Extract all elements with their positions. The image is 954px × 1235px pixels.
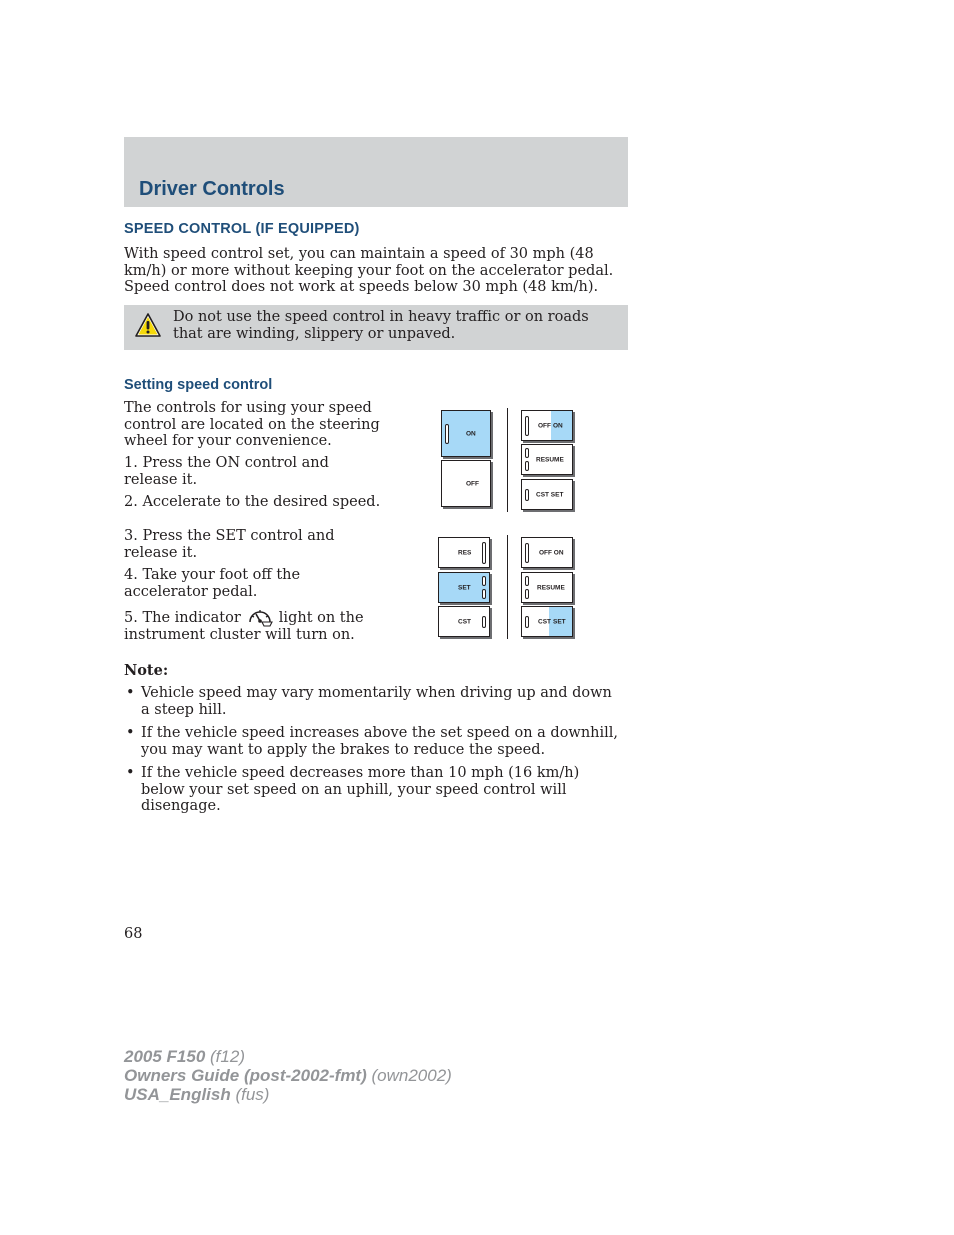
step-4: 4. Take your foot off the accelerator pedal. bbox=[124, 567, 301, 600]
intro-paragraph: With speed control set, you can maintain a speed of 30 mph (48 km/h) or more without keeping your foot on the accelerator pedal. Speed control does not work at speeds below 30 mph (48 km/h). bbox=[124, 246, 614, 295]
off-on-button[interactable] bbox=[521, 410, 573, 441]
set-label: SET bbox=[458, 584, 471, 591]
button-ridge bbox=[525, 489, 529, 501]
step-5-text-before: 5. The indicator bbox=[124, 610, 241, 626]
page-number: 68 bbox=[124, 926, 143, 942]
button-ridge bbox=[482, 616, 486, 628]
step-5 bbox=[124, 607, 382, 644]
footer-line-1 bbox=[124, 1047, 452, 1066]
footer-language-code: (fus) bbox=[230, 1085, 270, 1104]
warning-triangle-icon bbox=[134, 312, 162, 338]
button-ridge bbox=[525, 461, 529, 471]
button-ridge bbox=[525, 448, 529, 458]
resume-label: RESUME bbox=[537, 584, 565, 591]
button-ridge bbox=[482, 589, 486, 599]
button-ridge bbox=[482, 542, 486, 564]
cst-set-set-label: SET bbox=[553, 618, 566, 625]
warning-text: Do not use the speed control in heavy traffic or on roads that are winding, slippery or unpaved. bbox=[173, 309, 589, 342]
button-ridge bbox=[525, 416, 529, 436]
cst-button[interactable] bbox=[438, 606, 490, 637]
footer-language: USA_English bbox=[124, 1085, 231, 1104]
column-divider bbox=[507, 408, 508, 512]
button-ridge bbox=[525, 616, 529, 628]
resume-button[interactable] bbox=[521, 572, 573, 603]
cst-set-button[interactable] bbox=[521, 606, 573, 637]
off-on-label: OFF ON bbox=[539, 549, 564, 556]
footer bbox=[124, 1047, 452, 1104]
resume-label: RESUME bbox=[536, 456, 564, 463]
footer-line-3 bbox=[124, 1085, 452, 1104]
on-button[interactable] bbox=[441, 410, 491, 457]
footer-line-2 bbox=[124, 1066, 452, 1085]
column-divider bbox=[507, 535, 508, 639]
note-list bbox=[124, 685, 624, 822]
button-ridge bbox=[445, 424, 449, 444]
footer-model-code: (f12) bbox=[205, 1047, 245, 1066]
button-ridge bbox=[525, 543, 529, 563]
button-ridge bbox=[525, 589, 529, 599]
cst-set-label: CST SET bbox=[536, 491, 564, 498]
cst-set-cst-label: CST bbox=[538, 618, 551, 625]
off-button[interactable] bbox=[441, 460, 491, 507]
cst-label: CST bbox=[458, 618, 471, 625]
list-item: • If the vehicle speed increases above the set speed on a downhill, you may want to apply the brakes to reduce the speed. bbox=[124, 725, 624, 758]
step-5-text-after: light on the instrument cluster will turn on. bbox=[124, 610, 364, 643]
section-title: SPEED CONTROL (IF EQUIPPED) bbox=[124, 221, 360, 237]
setting-intro: The controls for using your speed control are located on the steering wheel for your convenience. bbox=[124, 400, 380, 449]
step-3: 3. Press the SET control and release it. bbox=[124, 528, 335, 561]
header-band bbox=[124, 137, 628, 207]
step-1: 1. Press the ON control and release it. bbox=[124, 455, 329, 488]
warning-box bbox=[124, 305, 628, 350]
button-ridge bbox=[482, 576, 486, 586]
on-label: ON bbox=[466, 430, 476, 437]
res-button[interactable] bbox=[438, 537, 490, 568]
cst-set-button[interactable] bbox=[521, 479, 573, 510]
res-label: RES bbox=[458, 549, 472, 556]
step-2: 2. Accelerate to the desired speed. bbox=[124, 494, 381, 510]
off-on-on-label: ON bbox=[553, 422, 563, 429]
off-on-button[interactable] bbox=[521, 537, 573, 568]
note-label: Note: bbox=[124, 662, 169, 679]
resume-button[interactable] bbox=[521, 444, 573, 475]
footer-model: 2005 F150 bbox=[124, 1047, 206, 1066]
page-title: Driver Controls bbox=[139, 178, 285, 200]
subsection-title: Setting speed control bbox=[124, 377, 273, 393]
list-item: • Vehicle speed may vary momentarily when driving up and down a steep hill. bbox=[124, 685, 624, 718]
off-on-off-label: OFF bbox=[538, 422, 551, 429]
list-item: • If the vehicle speed decreases more than 10 mph (16 km/h) below your set speed on an uphill, your speed control will disengage. bbox=[124, 765, 624, 815]
footer-guide-code: (own2002) bbox=[366, 1066, 452, 1085]
button-ridge bbox=[525, 576, 529, 586]
set-button[interactable] bbox=[438, 572, 490, 603]
speed-control-indicator-icon bbox=[247, 607, 273, 627]
footer-guide: Owners Guide (post-2002-fmt) bbox=[124, 1066, 367, 1085]
off-label: OFF bbox=[466, 480, 479, 487]
